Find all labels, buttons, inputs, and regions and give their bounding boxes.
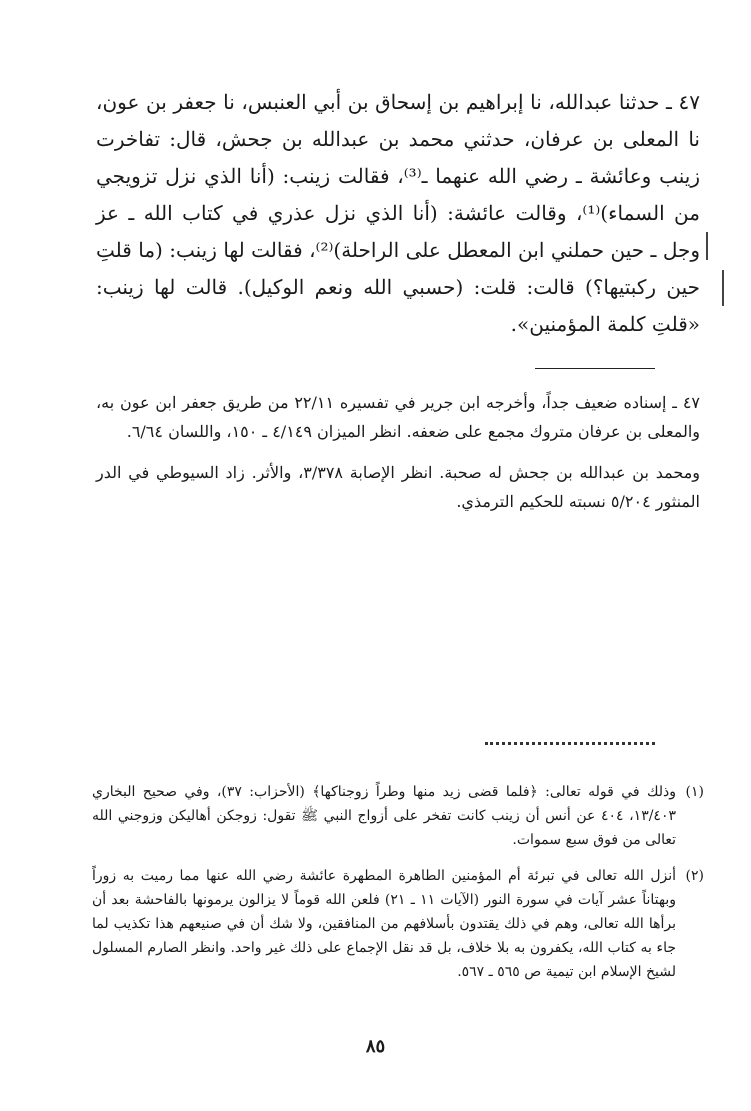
footnote-marker: (٢) xyxy=(685,868,704,884)
page-number: ٨٥ xyxy=(365,1036,386,1057)
footnote-marker: (١) xyxy=(685,784,704,800)
footnote-text: أنزل الله تعالى في تبرئة أم المؤمنين الطاهرة المطهرة عائشة رضي الله عنها مما رميت به زوراً وبهتاناً عشر آيات في سورة النور (الآيات ١١ ـ ٢١) فلعن الله قوماً لا يزالون يرمونها بالفاحشة بعد أن برأها الله تعالى، وهم في ذلك يقتدون بأسلافهم من المنافقين، ولا شك أن في صنيعهم هذا تكذيب لما جاء به كتاب الله، يكفرون به بلا خلاف، بل قد نقل الإجماع على ذلك غير واحد. وانظر الصارم المسلول لشيخ الإسلام ابن تيمية ص ٥٦٥ ـ ٥٦٧. xyxy=(92,868,676,980)
footnotes xyxy=(92,780,704,996)
margin-scan-mark xyxy=(706,232,708,260)
commentary-paragraph-2: ومحمد بن عبدالله بن جحش له صحبة. انظر الإصابة ٣/٣٧٨، والأثر. زاد السيوطي في الدر المنثور ٥/٢٠٤ نسبته للحكيم الترمذي. xyxy=(96,463,700,511)
footnote-text: وذلك في قوله تعالى: ﴿فلما قضى زيد منها وطراً زوجناكها﴾ (الأحزاب: ٣٧)، وفي صحيح البخاري ١٣/٤٠٣، ٤٠٤ عن أنس أن زينب كانت تفخر على أزواج النبي ﷺ تقول: زوجكن أهاليكن وزوجني الله تعالى من فوق سبع سموات. xyxy=(92,784,677,848)
hadith-commentary xyxy=(96,388,700,528)
hadith-paragraph: ٤٧ ـ حدثنا عبدالله، نا إبراهيم بن إسحاق بن أبي العنبس، نا جعفر بن عون، نا المعلى بن عرفان، حدثني محمد بن عبدالله بن جحش، قال: تفاخرت زينب وعائشة ـ رضي الله عنهما ـ⁽³⁾، فقالت زينب: (أنا الذي نزل تزويجي من السماء)⁽¹⁾، وقالت عائشة: (أنا الذي نزل عذري في كتاب الله ـ عز وجل ـ حين حملني ابن المعطل على الراحلة)⁽²⁾، فقالت لها زينب: (ما قلتِ حين ركبتيها؟) قالت: قلت: (حسبي الله ونعم الوكيل). قالت لها زينب: «قلتِ كلمة المؤمنين». xyxy=(96,90,700,336)
commentary-paragraph-1: ٤٧ ـ إسناده ضعيف جداً، وأخرجه ابن جرير في تفسيره ٢٢/١١ من طريق جعفر ابن عون به، والمعلى بن عرفان متروك مجمع على ضعفه. انظر الميزان ٤/١٤٩ ـ ١٥٠، واللسان ٦/٦٤. xyxy=(96,393,700,441)
section-divider xyxy=(535,368,655,369)
footnote-separator xyxy=(485,742,655,753)
footnote-2 xyxy=(92,864,704,984)
margin-scan-mark xyxy=(722,270,724,306)
footnote-1 xyxy=(92,780,704,852)
hadith-text xyxy=(96,84,700,343)
